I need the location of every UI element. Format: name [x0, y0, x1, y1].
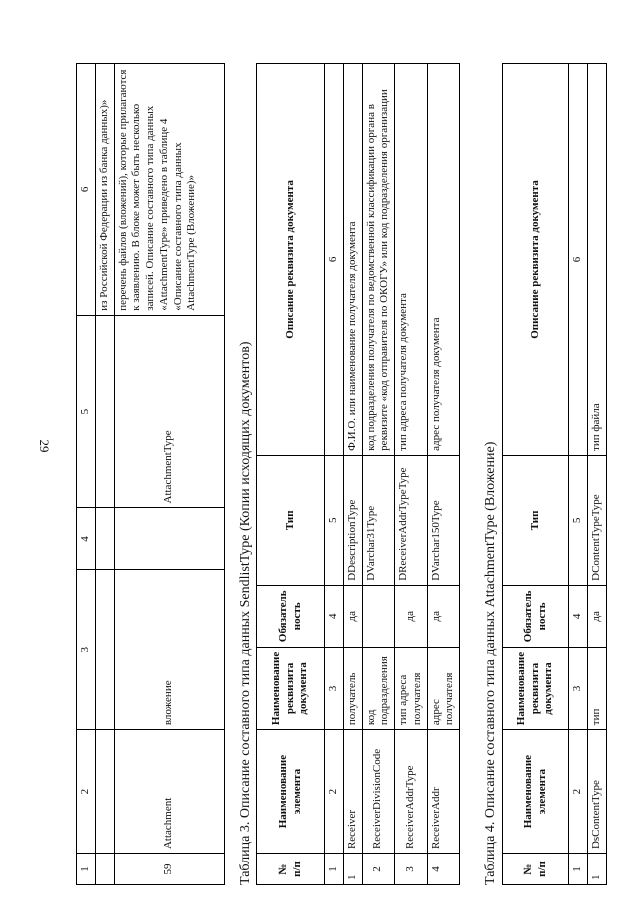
cell-requisite-name: код подразделения [362, 647, 395, 729]
column-number: 5 [77, 315, 96, 508]
cell-description: адрес получателя документа [427, 64, 460, 456]
cell-number: 2 [362, 854, 395, 885]
table-row [95, 64, 114, 885]
column-number: 2 [569, 730, 588, 854]
table-row [427, 64, 460, 885]
attachment-table [502, 63, 607, 885]
cell-number [95, 854, 114, 885]
cell-mandatory [114, 508, 224, 570]
cell-requisite-name: тип адреса получателя [395, 647, 428, 729]
cell-description: из Российской Федерации из банка данных)» [95, 64, 114, 316]
header-requisite-name: Наименование реквизита документа [503, 647, 569, 729]
column-number: 1 [569, 854, 588, 885]
table-row [114, 64, 224, 885]
column-number: 3 [325, 647, 344, 729]
sendlist-table [256, 63, 460, 885]
cell-element-name: Receiver [343, 730, 362, 854]
table-row [587, 64, 606, 885]
table-row [569, 64, 588, 885]
cell-mandatory: да [343, 585, 362, 647]
header-description: Описание реквизита документа [503, 64, 569, 456]
column-number: 6 [569, 64, 588, 456]
cell-type: DVarchar31Type [362, 455, 395, 585]
header-number: № п/п [257, 854, 325, 885]
column-number: 2 [77, 730, 96, 854]
cell-element-name: ReceiverAddr [427, 730, 460, 854]
cell-requisite-name [95, 570, 114, 730]
column-number: 6 [325, 64, 344, 456]
header-number: № п/п [503, 854, 569, 885]
table-row [343, 64, 362, 885]
column-number: 5 [569, 455, 588, 585]
column-number: 1 [77, 854, 96, 885]
column-number: 2 [325, 730, 344, 854]
cell-element-name: Attachment [114, 730, 224, 854]
cell-mandatory: да [587, 585, 606, 647]
header-mandatory: Обязатель ность [503, 585, 569, 647]
cell-element-name: DsContentType [587, 730, 606, 854]
header-element-name: Наименование элемента [257, 730, 325, 854]
column-number: 4 [77, 508, 96, 570]
header-description: Описание реквизита документа [257, 64, 325, 456]
cell-type [95, 315, 114, 508]
cell-description: Ф.И.О. или наименование получателя документа [343, 64, 362, 456]
column-number: 3 [569, 647, 588, 729]
table-row [395, 64, 428, 885]
cell-mandatory: да [427, 585, 460, 647]
cell-number: 1 [587, 854, 606, 885]
header-mandatory: Обязатель ность [257, 585, 325, 647]
cell-type: DDescriptionType [343, 455, 362, 585]
cell-type: DVarchar150Type [427, 455, 460, 585]
column-number: 1 [325, 854, 344, 885]
cell-number: 3 [395, 854, 428, 885]
cell-description: перечень файлов (вложений), которые прилагаются к заявлению. В блоке может быть несколько записей. Описание составного типа данных «AttachmentType» приведено в таблице 4 «Описание составного типа данных AttachmentType (Вложение)» [114, 64, 224, 316]
cell-requisite-name: вложение [114, 570, 224, 730]
cell-requisite-name: тип [587, 647, 606, 729]
header-type: Тип [257, 455, 325, 585]
cell-type: DContentTypeType [587, 455, 606, 585]
cell-requisite-name: адрес получателя [427, 647, 460, 729]
column-number: 6 [77, 64, 96, 316]
cell-description: тип адреса получателя документа [395, 64, 428, 456]
cell-number: 4 [427, 854, 460, 885]
table-row [362, 64, 395, 885]
header-requisite-name: Наименование реквизита документа [257, 647, 325, 729]
cell-mandatory: да [395, 585, 428, 647]
cell-type: DReceiverAddrTypeType [395, 455, 428, 585]
table-4-caption: Таблица 4. Описание составного типа данных AttachmentType (Вложение) [483, 441, 498, 885]
table-row [325, 64, 344, 885]
cell-number: 59 [114, 854, 224, 885]
cell-type: AttachmentType [114, 315, 224, 508]
cell-description: тип файла [587, 64, 606, 456]
table-3-caption: Таблица 3. Описание составного типа данных SendlistType (Копии исходящих документов) [238, 341, 253, 885]
cell-mandatory [95, 508, 114, 570]
table-header-row [503, 64, 569, 885]
cell-description: код подразделения получателя по ведомственной классификации органа в реквизите «код отправителя по ОКОГУ» или код подразделения организации [362, 64, 395, 456]
header-element-name: Наименование элемента [503, 730, 569, 854]
column-number: 4 [325, 585, 344, 647]
cell-requisite-name: получатель [343, 647, 362, 729]
column-number: 3 [77, 570, 96, 730]
table-row [77, 64, 96, 885]
continuation-table [76, 63, 225, 885]
column-number: 4 [569, 585, 588, 647]
cell-element-name [95, 730, 114, 854]
column-number: 5 [325, 455, 344, 585]
header-type: Тип [503, 455, 569, 585]
cell-number: 1 [343, 854, 362, 885]
cell-mandatory [362, 585, 395, 647]
cell-element-name: ReceiverDivisionCode [362, 730, 395, 854]
cell-element-name: ReceiverAddrType [395, 730, 428, 854]
page-number: 29 [37, 439, 52, 453]
table-header-row [257, 64, 325, 885]
